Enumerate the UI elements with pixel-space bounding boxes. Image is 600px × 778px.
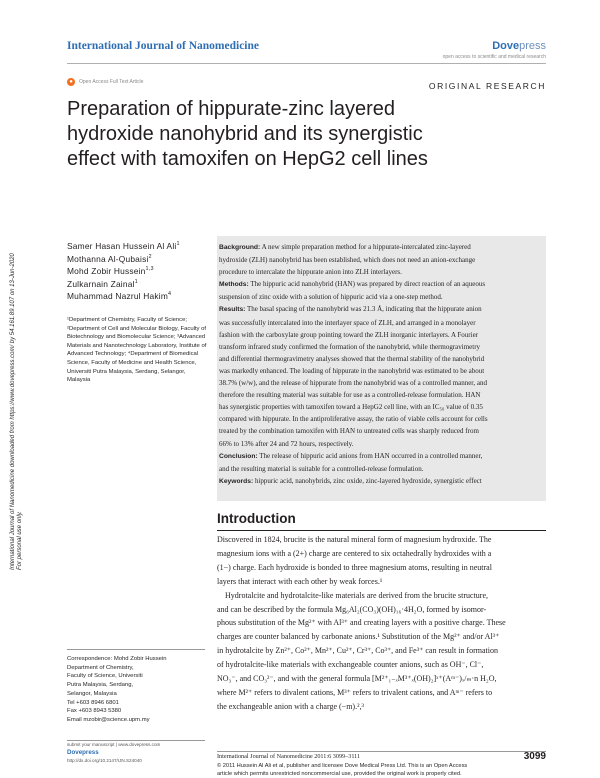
footer-divider: [217, 751, 546, 752]
abstract-label: Results:: [219, 306, 246, 314]
body-line: magnesium ions with a (2+) charge are centered to six octahedrally hydroxides with a: [217, 548, 492, 558]
abstract-line: suspension of zinc oxide with a solution of hippuric acid via a one-step method.: [219, 293, 443, 302]
body-line: phous substitution of the Mg²⁺ with Al³⁺ and creating layers with a positive charge. These: [217, 618, 506, 628]
body-line: where M²⁺ refers to divalent cations, M³⁺ refers to trivalent cations, and Aᵐ⁻ refers to: [217, 687, 493, 697]
doi-link[interactable]: http://dx.doi.org/10.2147/IJN.S24040: [67, 758, 142, 763]
abstract-line: hydroxide (ZLH) nanohybrid has been established, which does not need an anion-exchange: [219, 256, 476, 265]
correspondence-line: Correspondence: Mohd Zobir Hussein: [67, 656, 167, 662]
abstract: [219, 241, 545, 488]
article-title: [67, 97, 547, 172]
correspondence-line: Faculty of Science, Universiti: [67, 673, 143, 680]
body-line: layers that interact with each other by weak forces.¹: [217, 576, 383, 586]
publisher-tagline: open access to scientific and medical research: [442, 54, 546, 60]
author: Samer Hasan Hussein Al Ali$^1$: [67, 241, 180, 251]
open-access-text: Open Access Full Text Article: [79, 79, 144, 85]
author: Zulkarnain Zainal$^1$: [67, 278, 138, 289]
footer-left-divider: [67, 740, 205, 741]
body-line: NO₃⁻, and CO₃²⁻, and with the general formula [M²⁺₁₋ₓM³⁺ₓ(OH)₂]ˣ⁺(Aᵐ⁻)ₓ/ₘ·n H₂O,: [217, 674, 497, 684]
abstract-line: 66% to 13% after 24 and 72 hours, respectively.: [219, 439, 354, 448]
copyright-line: article which permits unrestricted noncommercial use, provided the original work is properly cited.: [217, 771, 462, 777]
abstract-line: The basal spacing of the nanohybrid was 21.3 Å, indicating that the hippurate anion: [245, 305, 482, 314]
body-line: Hydrotalcite and hydrotalcite-like materials are derived from the brucite structure,: [217, 590, 488, 600]
author: Mothanna Al-Qubaisi$^2$: [67, 253, 152, 264]
submit-manuscript-link[interactable]: submit your manuscript | www.dovepress.com: [67, 742, 161, 747]
abstract-line: treated by the combination tamoxifen with HAN to untreated cells was sharply reduced from: [219, 427, 479, 436]
open-access-icon: ●: [67, 78, 75, 86]
title-line: Preparation of hippurate-zinc layered: [67, 98, 395, 120]
author-list: [67, 240, 180, 303]
title-line: effect with tamoxifen on HepG2 cell lines: [67, 148, 428, 170]
abstract-line: procedure to intercalate the hippurate anion into ZLH interlayers.: [219, 268, 402, 277]
abstract-line: hippuric acid, nanohybrids, zinc oxide, zinc-layered hydroxide, synergistic effect: [253, 476, 482, 485]
abstract-line: therefore the resulting material was suitable for use as a controlled-release formulation. HAN: [219, 391, 481, 400]
body-line: the exchangeable anion with a charge (−m).²,³: [217, 701, 364, 711]
page-number: 3099: [523, 751, 546, 762]
article-type: ORIGINAL RESEARCH: [428, 81, 546, 91]
copyright-line: © 2011 Hussein Al Ali et al, publisher and licensee Dove Medical Press Ltd. This is an Open Access: [217, 763, 468, 769]
correspondence-line: Fax +603 8943 5380: [67, 708, 122, 715]
author: Mohd Zobir Hussein$^{1,3}$: [67, 266, 154, 277]
abstract-label: Conclusion:: [219, 452, 258, 460]
abstract-line: fashion with the carboxylate group pointing toward the ZLH inorganic interlayers. A Fourier: [219, 330, 479, 339]
publisher-logo-bold: Dove: [492, 40, 520, 52]
body-line: and can be described by the formula Mg₆Al₂(CO₃)(OH)₁₆·4H₂O, formed by isomor-: [217, 604, 487, 614]
affiliations: ¹Department of Chemistry, Faculty of Science; ²Department of Cell and Molecular Biology, Faculty of Biotechnology and Biomolecular Science; ³Advanced Materials and Nanotechnology Laboratory, Institute of Advanced Technology; ⁴Department of Biomedical Science, Faculty of Medicine and Health Science, Universiti Putra Malaysia, Serdang, Selangor, Malaysia: [67, 317, 207, 384]
body-line: Discovered in 1824, brucite is the natural mineral form of magnesium hydroxide. The: [217, 535, 492, 544]
journal-citation: International Journal of Nanomedicine 2011:6 3099–3111: [217, 753, 361, 760]
introduction-body: [217, 533, 546, 714]
correspondence-line: Tel +603 8946 6801: [67, 699, 119, 706]
author: Muhammad Nazrul Hakim$^4$: [67, 291, 172, 302]
abstract-line: compared with hippurate. In the antiproliferative assay, the ratio of viable cells account for cells: [219, 415, 488, 424]
body-line: in hydrotalcite by Zn²⁺, Co²⁺, Mn²⁺, Cu²⁺, Cr³⁺, Co³⁺, and Fe³⁺ can result in formation: [217, 646, 498, 656]
abstract-label: Background:: [219, 244, 261, 251]
abstract-line: A new simple preparation method for a hippurate-intercalated zinc-layered: [260, 243, 471, 251]
download-stamp-line: For personal use only.: [17, 511, 24, 570]
footer-publisher-logo[interactable]: Dovepress: [67, 749, 99, 756]
body-line: of hydrotalcite-like materials with exchangeable counter anions, such as OH⁻, Cl⁻,: [217, 660, 484, 670]
correspondence-email[interactable]: Email mzobir@science.upm.my: [67, 716, 150, 723]
open-access-label: [67, 78, 143, 86]
abstract-label: Keywords:: [219, 477, 254, 485]
correspondence-line: Department of Chemistry,: [67, 664, 134, 671]
abstract-line: and the resulting material is suitable for a controlled-release formulation.: [219, 464, 424, 473]
section-rule: [217, 530, 546, 531]
correspondence-divider: [67, 649, 205, 650]
abstract-line: and differential thermogravimetry analyses showed that the thermal stability of the nanohybrid: [219, 354, 485, 363]
publisher-logo-light: press: [519, 40, 546, 52]
title-line: hydroxide nanohybrid and its synergistic: [67, 123, 423, 145]
journal-name[interactable]: International Journal of Nanomedicine: [67, 40, 259, 52]
abstract-line: transform infrared study confirmed the formation of the nanohybrid, while thermogravimetry: [219, 342, 481, 351]
correspondence-line: Putra Malaysia, Serdang,: [67, 682, 134, 689]
correspondence-line: Selangor, Malaysia: [67, 690, 117, 697]
abstract-line: The release of hippuric acid anions from HAN occurred in a controlled manner,: [257, 451, 483, 460]
abstract-line: The hippuric acid nanohybrid (HAN) was prepared by direct reaction of an aqueous: [248, 280, 486, 289]
body-line: (1−) charge. Each hydroxide is bonded to three magnesium atoms, resulting in neutral: [217, 562, 492, 572]
download-stamp-line: International Journal of Nanomedicine downloaded from https://www.dovepress.com/ by 54.161.89.107 on 13-Jun-2020: [10, 253, 16, 570]
publisher-logo[interactable]: [492, 40, 546, 52]
body-line: charges are counter balanced by carbonate anions.¹ Substitution of the Mg²⁺ and/or Al³⁺: [217, 632, 500, 642]
abstract-line: was successfully intercalated into the interlayer space of ZLH, and arranged in a monolayer: [219, 318, 476, 327]
download-stamp: [4, 110, 34, 570]
abstract-line: has synergistic properties with tamoxifen toward a HepG2 cell line, with an IC₅₀ value of 0.35: [219, 403, 483, 412]
abstract-label: Methods:: [219, 281, 249, 289]
abstract-line: 38.7% (w/w), and the release of hippurate from the nanohybrid was of a controlled manner, and: [219, 379, 487, 388]
abstract-line: was markedly enhanced. The loading of hippurate in the nanohybrid was estimated to be about: [219, 366, 485, 375]
section-heading: Introduction: [217, 511, 296, 526]
correspondence: [67, 655, 167, 725]
header-divider: [67, 63, 546, 64]
